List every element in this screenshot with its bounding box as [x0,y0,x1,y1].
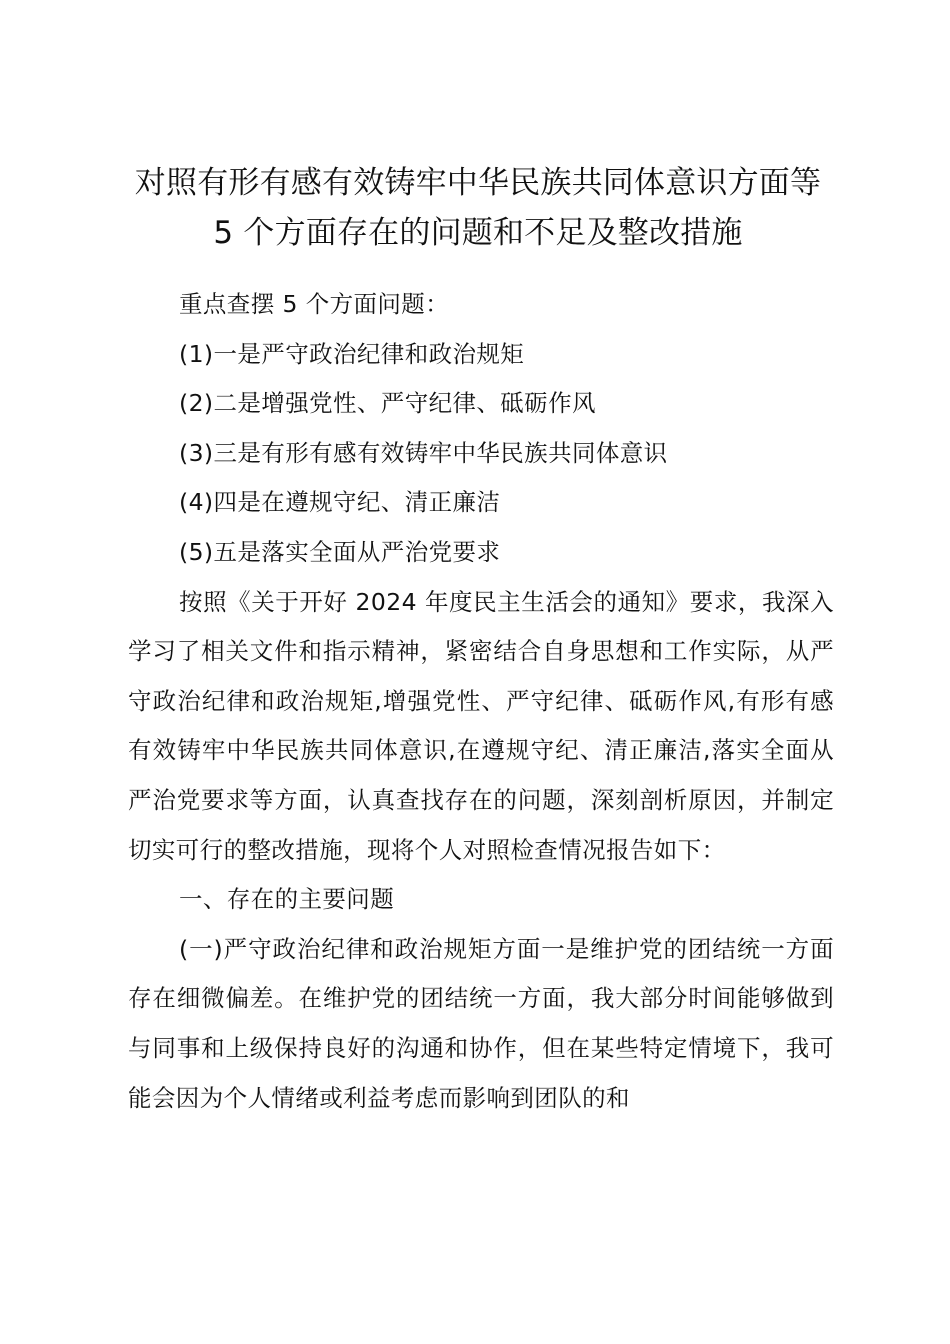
document-title: 对照有形有感有效铸牢中华民族共同体意识方面等 5 个方面存在的问题和不足及整改措施 [134,165,822,251]
list-item: (2)二是增强党性、严守纪律、砥砺作风 [179,389,596,418]
paragraph-intro: 重点查摆 5 个方面问题： [179,290,450,318]
list-item: (3)三是有形有感有效铸牢中华民族共同体意识 [179,438,668,467]
paragraph-body: (一)严守政治纪律和政治规矩方面一是维护党的团结统一方面存在细微偏差。在维护党的团结统一方面，我大部分时间能够做到与同事和上级保持良好的沟通和协作，但在某些特定情境下，我可能会因为个人情绪或利益考虑而影响到团队的和 [128,934,834,1112]
list-item: (1)一是严守政治纪律和政治规矩 [179,339,525,368]
section-heading: 一、存在的主要问题 [179,885,395,914]
list-item: (5)五是落实全面从严治党要求 [179,537,501,566]
document-body [128,280,834,1123]
paragraph-body: 按照《关于开好 2024 年度民主生活会的通知》要求，我深入学习了相关文件和指示精神，紧密结合自身思想和工作实际，从严守政治纪律和政治规矩,增强党性、严守纪律、砥砺作风,有形有感有效铸牢中华民族共同体意识,在遵规守纪、清正廉洁,落实全面从严治党要求等方面，认真查找存在的问题，深刻剖析原因，并制定切实可行的整改措施，现将个人对照检查情况报告如下： [128,587,834,864]
list-item: (4)四是在遵规守纪、清正廉洁 [179,488,501,517]
